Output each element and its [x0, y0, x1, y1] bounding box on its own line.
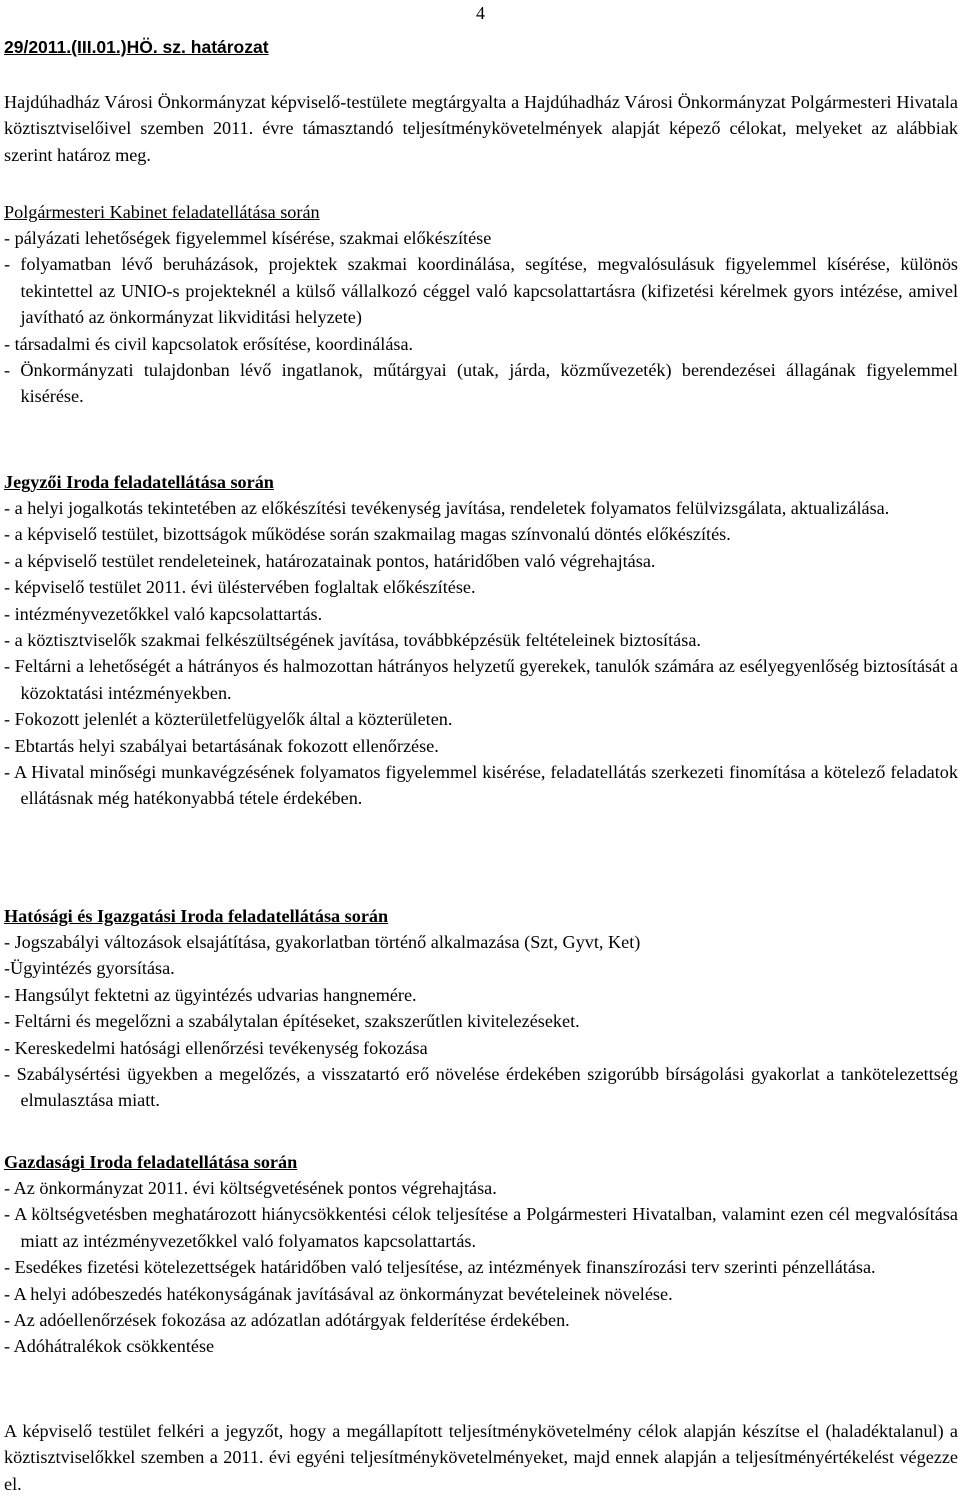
section-items	[4, 929, 958, 1114]
list-item: - a helyi jogalkotás tekintetében az előkészítési tevékenység javítása, rendeletek folyamatos felülvizsgálata, aktualizálása.	[4, 498, 890, 518]
list-item: - Adóhátralékok csökkentése	[4, 1336, 215, 1357]
list-item: - Jogszabályi változások elsajátítása, gyakorlatban történő alkalmazása (Szt, Gyvt, Ket)	[4, 932, 641, 952]
section-heading: Polgármesteri Kabinet feladatellátása során	[4, 202, 320, 222]
list-item: - Feltárni a lehetőségét a hátrányos és halmozottan hátrányos helyzetű gyerekek, tanulók számára az esélyegyenlőség biztosítását a közoktatási intézményekben.	[4, 656, 958, 703]
list-item: - Hangsúlyt fektetni az ügyintézés udvarias hangnemére.	[4, 984, 417, 1005]
list-item: - társadalmi és civil kapcsolatok erősítése, koordinálása.	[4, 333, 414, 354]
list-item: - folyamatban lévő beruházások, projektek szakmai koordinálása, segítése, megvalósulásuk figyelemmel kísérése, különös tekintettel az UNIO-s projekteknél a külső vállalkozó céggel való kapcsolattartásra (kifizetési kérelmek gyors intézése, amivel javítható az önkormányzat likviditási helyzete)	[4, 254, 958, 328]
section-heading: Gazdasági Iroda feladatellátása során	[4, 1152, 298, 1172]
section-items	[4, 495, 958, 812]
section-cabinet	[4, 199, 958, 410]
section-finance-office	[4, 1149, 958, 1360]
list-item: - pályázati lehetőségek figyelemmel kísérése, szakmai előkészítése	[4, 228, 492, 248]
section-heading: Jegyzői Iroda feladatellátása során	[4, 472, 274, 492]
list-item: - Az adóellenőrzések fokozása az adózatlan adótárgyak felderítése érdekében.	[4, 1310, 570, 1331]
section-items	[4, 225, 958, 410]
list-item: - Feltárni és megelőzni a szabálytalan építéseket, szakszerűtlen kivitelezéseket.	[4, 1011, 580, 1032]
list-item: - intézményvezetőkkel való kapcsolattartás.	[4, 603, 323, 624]
list-item: - A helyi adóbeszedés hatékonyságának javításával az önkormányzat bevételeinek növelése.	[4, 1283, 673, 1304]
list-item: - a képviselő testület rendeleteinek, határozatainak pontos, határidőben való végrehajtása.	[4, 550, 656, 571]
section-items	[4, 1175, 958, 1360]
list-item: - Az önkormányzat 2011. évi költségvetésének pontos végrehajtása.	[4, 1178, 497, 1198]
list-item: - a képviselő testület, bizottságok működése során szakmailag magas színvonalú döntés előkészítés.	[4, 524, 731, 545]
list-item: - A költségvetésben meghatározott hiánycsökkentési célok teljesítése a Polgármesteri Hivatalban, valamint ezen cél megvalósítása miatt az intézményvezetőkkel való folyamatos kapcsolattartás.	[4, 1204, 958, 1251]
list-item: - Fokozott jelenlét a közterületfelügyelők által a közterületen.	[4, 709, 453, 730]
intro-paragraph: Hajdúhadház Városi Önkormányzat képviselő-testülete megtárgyalta a Hajdúhadház Városi Önkormányzat Polgármesteri Hivatala köztisztviselőivel szemben 2011. évre támasztandó teljesítménykövetelmények alapját képező célokat, melyeket az alábbiak szerint határoz meg.	[4, 92, 958, 165]
list-item: - képviselő testület 2011. évi üléstervében foglaltak előkészítése.	[4, 577, 476, 598]
page-number: 4	[476, 3, 485, 23]
section-notary-office	[4, 469, 958, 812]
section-heading: Hatósági és Igazgatási Iroda feladatellátása során	[4, 906, 389, 926]
list-item: - Önkormányzati tulajdonban lévő ingatlanok, műtárgyai (utak, járda, közművezeték) berendezései állagának figyelemmel kisérése.	[4, 360, 958, 407]
closing-paragraph: A képviselő testület felkéri a jegyzőt, hogy a megállapított teljesítménykövetelmény célok alapján készítse el (haladéktalanul) a köztisztviselőkkel szemben a 2011. évi egyéni teljesítménykövetelményeket, majd ennek alapján a teljesítményértékelést végezze el.	[4, 1421, 958, 1494]
list-item: - Kereskedelmi hatósági ellenőrzési tevékenység fokozása	[4, 1037, 428, 1058]
list-item: -Ügyintézés gyorsítása.	[4, 958, 175, 979]
list-item: - A Hivatal minőségi munkavégzésének folyamatos figyelemmel kisérése, feladatellátás szerkezeti finomítása a kötelező feladatok ellátásnak még hatékonyabbá tétele érdekében.	[4, 762, 958, 809]
list-item: - a köztisztviselők szakmai felkészültségének javítása, továbbképzésük feltételeinek biztosítása.	[4, 630, 701, 651]
list-item: - Esedékes fizetési kötelezettségek határidőben való teljesítése, az intézmények finanszírozási terv szerinti pénzellátása.	[4, 1257, 876, 1278]
resolution-id: 29/2011.(III.01.)HÖ. sz. határozat	[4, 37, 269, 57]
list-item: - Szabálysértési ügyekben a megelőzés, a visszatartó erő növelése érdekében szigorúbb bírságolási gyakorlat a tankötelezettség elmulasztása miatt.	[4, 1064, 958, 1111]
section-authority-office	[4, 903, 958, 1114]
list-item: - Ebtartás helyi szabályai betartásának fokozott ellenőrzése.	[4, 735, 439, 756]
